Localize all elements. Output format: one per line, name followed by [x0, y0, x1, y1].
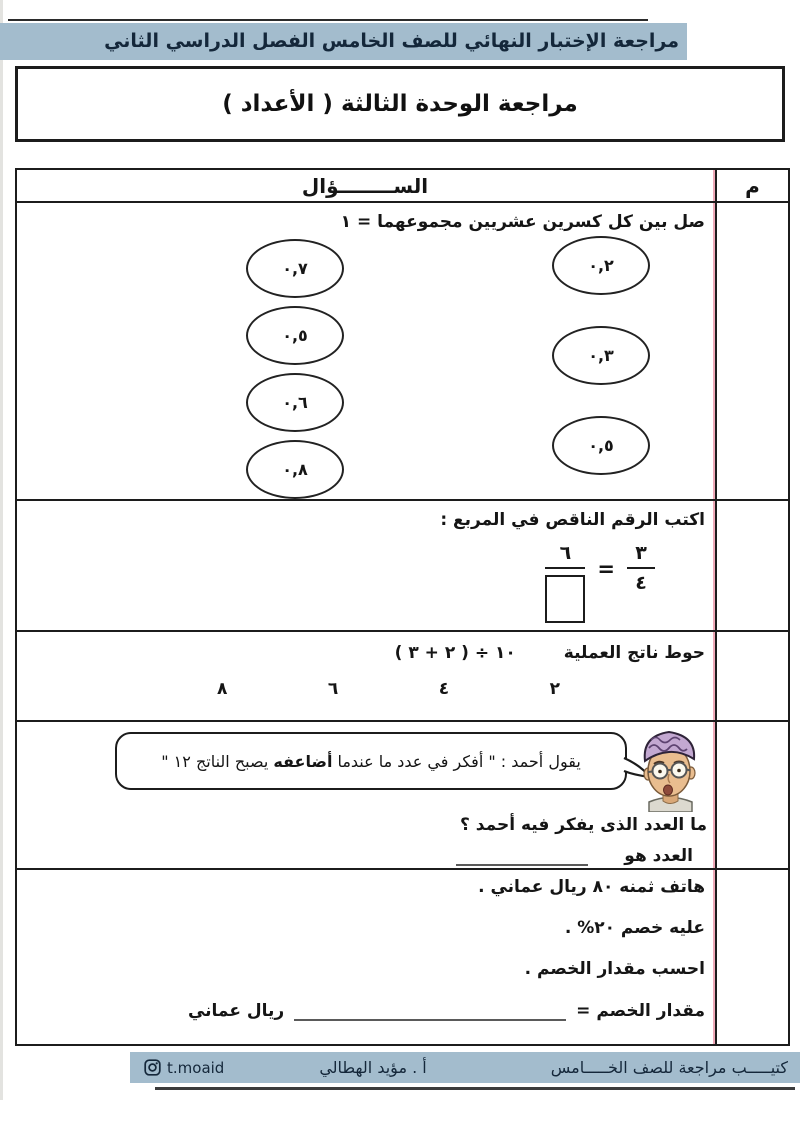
- q2-cell: [17, 501, 715, 630]
- fraction-bar: [545, 567, 585, 569]
- option-value: ٨: [217, 679, 228, 699]
- bubble-bold-word: أضاعفه: [273, 751, 333, 771]
- q5-line-2: عليه خصم ٢٠% .: [564, 918, 705, 938]
- questions-table: [15, 168, 790, 1046]
- denominator: ٤: [635, 572, 647, 594]
- q1-right-ovals: [552, 236, 650, 475]
- q5-number-cell: [715, 870, 788, 1044]
- q3-number-cell: [715, 632, 788, 720]
- decimal-oval: ٠,٨: [246, 440, 344, 499]
- q1-prompt: صل بين كل كسرين عشريين مجموعهما = ١: [340, 212, 705, 232]
- option-value: ٢: [549, 679, 560, 699]
- q4-number-cell: [715, 722, 788, 868]
- question-row-2: [17, 501, 788, 632]
- fraction-bar: [627, 567, 655, 569]
- top-rule: [8, 19, 648, 21]
- scan-edge-artifact: [0, 0, 3, 1100]
- teacher-name: أ . مؤيد الهطالي: [319, 1058, 427, 1077]
- decimal-oval: ٠,٣: [552, 326, 650, 385]
- option-value: ٤: [438, 679, 450, 699]
- q4-question: ما العدد الذى يفكر فيه أحمد ؟: [460, 815, 707, 835]
- bubble-text: يصبح الناتج ١٢ ": [161, 751, 269, 771]
- decimal-oval: ٠,٧: [246, 239, 344, 298]
- missing-number-box: [545, 575, 585, 623]
- numerator: ٦: [559, 542, 572, 564]
- q2-equation: [545, 541, 655, 623]
- exam-header-band: [0, 23, 687, 60]
- q5-line-3: احسب مقدار الخصم .: [524, 959, 705, 979]
- q3-expression: ١٠ ÷ ( ٢ + ٣ ): [394, 643, 516, 663]
- unit-title: مراجعة الوحدة الثالثة ( الأعداد ): [222, 91, 578, 117]
- q5-line-1: هاتف ثمنه ٨٠ ريال عماني .: [478, 877, 705, 897]
- q3-prompt: حوط ناتج العملية: [563, 643, 705, 663]
- exam-title: مراجعة الإختبار النهائي للصف الخامس الفصل الدراسي الثاني: [104, 30, 679, 52]
- q3-cell: [17, 632, 715, 720]
- question-row-4: [17, 722, 788, 870]
- q1-left-ovals: [246, 239, 344, 499]
- answer-blank-line: [456, 846, 588, 866]
- decimal-oval: ٠,٦: [246, 373, 344, 432]
- answer-blank-line: [294, 1001, 566, 1021]
- table-header-row: [17, 170, 788, 203]
- unit-title-box: [15, 66, 785, 142]
- footer-rule: [155, 1087, 795, 1090]
- q1-cell: [17, 203, 715, 499]
- booklet-title: كتيـــــب مراجعة للصف الخـــــامس: [550, 1058, 788, 1077]
- instagram-group: [144, 1059, 224, 1077]
- q4-cell: [17, 722, 715, 868]
- q2-number-cell: [715, 501, 788, 630]
- number-column-header: م: [715, 170, 788, 201]
- q2-prompt: اكتب الرقم الناقص في المربع :: [440, 510, 705, 530]
- option-value: ٦: [327, 679, 339, 699]
- bubble-text: يقول أحمد : " أفكر في عدد ما عندما: [337, 751, 581, 771]
- boy-avatar-illustration: [629, 724, 711, 812]
- decimal-oval: ٠,٢: [552, 236, 650, 295]
- fraction-with-missing-denominator: [545, 541, 585, 623]
- q5-answer-suffix: ريال عماني: [187, 1001, 285, 1021]
- q3-prompt-line: [17, 632, 713, 663]
- q5-answer-line: [17, 1001, 713, 1021]
- q5-cell: [17, 870, 715, 1044]
- q5-text-block: [17, 870, 713, 1021]
- speech-bubble: [115, 732, 627, 790]
- footer-credits-band: [130, 1052, 800, 1083]
- q5-answer-prefix: مقدار الخصم =: [576, 1001, 705, 1021]
- q4-answer-line: [456, 846, 693, 866]
- question-row-5: [17, 870, 788, 1044]
- instagram-icon: [144, 1059, 161, 1076]
- q1-number-cell: [715, 203, 788, 499]
- numerator: ٣: [635, 542, 647, 564]
- question-row-3: [17, 632, 788, 722]
- question-column-header: الســــــــؤال: [17, 170, 715, 201]
- decimal-oval: ٠,٥: [552, 416, 650, 475]
- equals-sign: =: [597, 557, 615, 581]
- question-row-1: [17, 203, 788, 501]
- q3-options: [217, 679, 560, 699]
- decimal-oval: ٠,٥: [246, 306, 344, 365]
- instagram-handle: t.moaid: [167, 1058, 225, 1077]
- q4-answer-label: العدد هو: [624, 846, 693, 866]
- fraction-three-quarters: [627, 541, 655, 595]
